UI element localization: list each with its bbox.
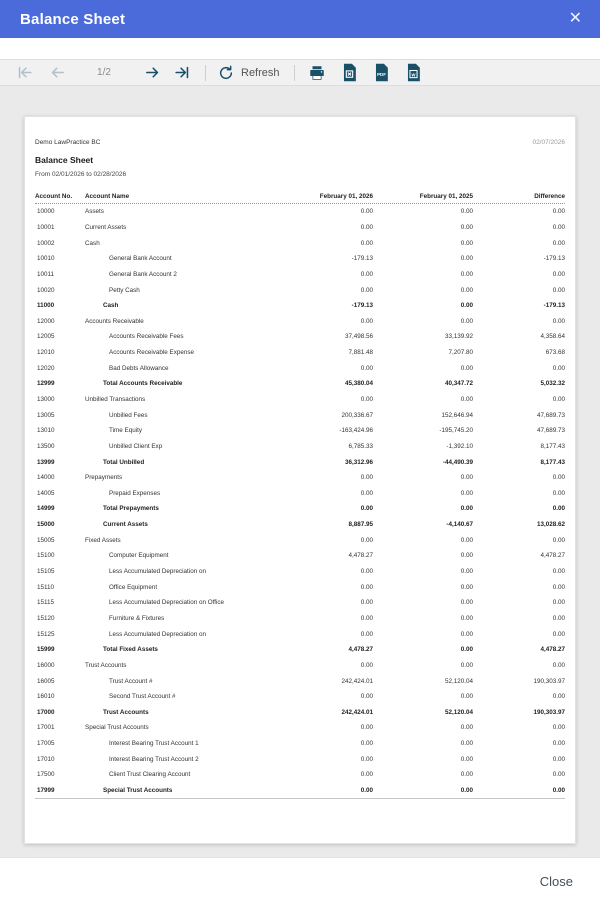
account-no: 15999 xyxy=(37,646,55,654)
value-difference: 0.00 xyxy=(552,787,565,795)
value-prior-period: -195,745.20 xyxy=(439,427,473,435)
value-prior-period: -1,392.10 xyxy=(446,442,473,450)
value-current-period: 0.00 xyxy=(360,740,373,748)
account-no: 12010 xyxy=(37,349,55,357)
value-current-period: 45,380.04 xyxy=(344,380,373,388)
value-prior-period: 7,207.80 xyxy=(448,349,473,357)
account-no: 11000 xyxy=(37,302,55,310)
value-current-period: 0.00 xyxy=(360,396,373,403)
table-row xyxy=(35,376,565,392)
value-difference: 0.00 xyxy=(552,317,565,325)
value-prior-period: 0.00 xyxy=(460,474,473,482)
value-difference: 4,478.27 xyxy=(540,646,565,654)
account-no: 13005 xyxy=(37,411,55,419)
value-current-period: 200,336.67 xyxy=(341,411,373,419)
value-difference: 0.00 xyxy=(552,364,565,372)
dialog-header xyxy=(0,0,600,38)
account-name: Client Trust Clearing Account xyxy=(109,771,191,779)
value-prior-period: 0.00 xyxy=(460,630,473,638)
value-difference: 0.00 xyxy=(552,396,565,403)
account-name: Interest Bearing Trust Account 2 xyxy=(109,755,199,763)
account-name: Assets xyxy=(85,208,104,216)
account-no: 13010 xyxy=(37,427,55,435)
report-viewer xyxy=(0,86,600,857)
value-prior-period: -44,490.39 xyxy=(442,458,473,466)
value-difference: 0.00 xyxy=(552,505,565,513)
refresh-label[interactable]: Refresh xyxy=(241,66,280,79)
account-name: General Bank Account xyxy=(109,255,172,263)
account-name: Interest Bearing Trust Account 1 xyxy=(109,740,199,748)
table-header-row xyxy=(35,193,565,204)
value-difference: 673.68 xyxy=(545,349,565,357)
account-name: Total Fixed Assets xyxy=(103,646,158,654)
value-prior-period: 0.00 xyxy=(460,755,473,763)
account-name: Petty Cash xyxy=(109,286,140,294)
table-row xyxy=(35,486,565,502)
table-row xyxy=(35,595,565,611)
table-row xyxy=(35,407,565,423)
account-name: Trust Accounts xyxy=(103,708,149,716)
account-name: Second Trust Account # xyxy=(109,693,176,701)
value-difference: 0.00 xyxy=(552,661,565,669)
table-row xyxy=(35,705,565,721)
account-no: 14000 xyxy=(37,474,55,482)
account-name: Accounts Receivable Fees xyxy=(109,333,184,341)
value-current-period: 0.00 xyxy=(360,208,373,216)
account-no: 15000 xyxy=(37,521,55,529)
table-row xyxy=(35,251,565,267)
report-rows xyxy=(35,204,565,799)
value-difference: 5,032.32 xyxy=(540,380,565,388)
table-row xyxy=(35,267,565,283)
account-name: Cash xyxy=(85,239,100,247)
value-current-period: 4,478.27 xyxy=(348,552,373,560)
account-name: Total Unbilled xyxy=(103,458,145,466)
table-row xyxy=(35,313,565,329)
first-page-button[interactable] xyxy=(16,64,33,81)
value-difference: 0.00 xyxy=(552,536,565,544)
value-prior-period: 0.00 xyxy=(460,787,473,795)
value-current-period: 0.00 xyxy=(360,364,373,372)
account-name: Current Assets xyxy=(103,521,148,529)
account-no: 10011 xyxy=(37,270,55,278)
value-current-period: 0.00 xyxy=(360,583,373,591)
pdf-icon: PDF xyxy=(376,72,386,78)
account-no: 17999 xyxy=(37,787,55,795)
account-name: Time Equity xyxy=(109,427,143,435)
value-current-period: 0.00 xyxy=(360,317,373,325)
table-row xyxy=(35,532,565,548)
value-prior-period: 0.00 xyxy=(460,317,473,325)
value-prior-period: 0.00 xyxy=(460,771,473,779)
value-difference: 190,303.97 xyxy=(533,677,565,685)
report-toolbar xyxy=(0,59,600,86)
account-name: Accounts Receivable xyxy=(85,317,144,325)
value-prior-period: 0.00 xyxy=(460,583,473,591)
value-difference: 0.00 xyxy=(552,693,565,701)
value-prior-period: -4,140.67 xyxy=(446,521,473,529)
account-no: 14005 xyxy=(37,489,55,497)
table-row xyxy=(35,439,565,455)
dialog-title: Balance Sheet xyxy=(20,10,126,28)
table-row xyxy=(35,220,565,236)
report-page xyxy=(24,116,576,844)
table-row xyxy=(35,720,565,736)
value-prior-period: 40,347.72 xyxy=(444,380,473,388)
column-header-account-no: Account No. xyxy=(35,193,73,200)
export-pdf-button[interactable] xyxy=(373,63,390,82)
account-name: Special Trust Accounts xyxy=(85,724,149,732)
table-row xyxy=(35,204,565,220)
account-no: 17000 xyxy=(37,708,55,716)
account-name: Total Prepayments xyxy=(103,505,159,513)
value-difference: 0.00 xyxy=(552,474,565,482)
account-no: 15110 xyxy=(37,583,55,591)
table-row xyxy=(35,767,565,783)
value-current-period: 4,478.27 xyxy=(348,646,373,654)
value-difference: 0.00 xyxy=(552,489,565,497)
table-row xyxy=(35,235,565,251)
table-row xyxy=(35,329,565,345)
page-indicator: 1/2 xyxy=(97,67,111,78)
value-current-period: 0.00 xyxy=(360,755,373,763)
toolbar-separator xyxy=(294,65,295,81)
value-prior-period: 0.00 xyxy=(460,693,473,701)
value-current-period: 0.00 xyxy=(360,568,373,576)
account-name: Computer Equipment xyxy=(109,552,169,560)
value-current-period: -163,424.96 xyxy=(339,427,373,435)
table-row xyxy=(35,564,565,580)
value-current-period: 0.00 xyxy=(360,474,373,482)
value-prior-period: 52,120.04 xyxy=(444,708,473,716)
value-current-period: -179.13 xyxy=(351,255,373,263)
account-name: Fixed Assets xyxy=(85,536,121,544)
account-name: Unbilled Client Exp xyxy=(109,442,163,450)
value-difference: 0.00 xyxy=(552,583,565,591)
value-difference: 0.00 xyxy=(552,755,565,763)
table-row xyxy=(35,673,565,689)
dialog-footer xyxy=(0,857,600,905)
account-name: Cash xyxy=(103,302,119,310)
value-prior-period: 0.00 xyxy=(460,208,473,216)
account-no: 16005 xyxy=(37,677,55,685)
value-current-period: 0.00 xyxy=(360,787,373,795)
value-prior-period: 33,139.92 xyxy=(444,333,473,341)
account-no: 16010 xyxy=(37,693,55,701)
account-name: Less Accumulated Depreciation on xyxy=(109,568,206,576)
value-prior-period: 0.00 xyxy=(460,286,473,294)
account-no: 15105 xyxy=(37,568,55,576)
value-difference: 0.00 xyxy=(552,223,565,231)
value-current-period: 0.00 xyxy=(360,599,373,607)
table-row xyxy=(35,658,565,674)
table-row xyxy=(35,392,565,408)
account-no: 15125 xyxy=(37,630,55,638)
value-current-period: 0.00 xyxy=(360,661,373,669)
value-difference: 8,177.43 xyxy=(540,442,565,450)
account-name: Office Equipment xyxy=(109,583,158,591)
value-difference: 0.00 xyxy=(552,568,565,576)
value-prior-period: 0.00 xyxy=(460,255,473,263)
table-row xyxy=(35,282,565,298)
value-difference: 0.00 xyxy=(552,286,565,294)
value-current-period: 0.00 xyxy=(360,771,373,779)
report-company: Demo LawPractice BC xyxy=(35,139,101,146)
value-prior-period: 52,120.04 xyxy=(444,677,473,685)
account-name: Prepaid Expenses xyxy=(109,489,161,497)
report-title: Balance Sheet xyxy=(35,155,94,165)
account-no: 15120 xyxy=(37,614,55,622)
value-prior-period: 0.00 xyxy=(460,614,473,622)
account-name: Trust Accounts xyxy=(85,661,127,669)
value-current-period: 6,785.33 xyxy=(348,442,373,450)
value-current-period: 242,424.01 xyxy=(341,708,373,716)
table-row xyxy=(35,689,565,705)
account-name: Total Accounts Receivable xyxy=(103,380,183,388)
value-difference: 8,177.43 xyxy=(540,458,565,466)
value-current-period: 0.00 xyxy=(360,505,373,513)
value-prior-period: 0.00 xyxy=(460,505,473,513)
table-row xyxy=(35,517,565,533)
value-difference: 0.00 xyxy=(552,630,565,638)
value-prior-period: 0.00 xyxy=(460,661,473,669)
account-name: Unbilled Fees xyxy=(109,411,148,419)
table-row xyxy=(35,579,565,595)
value-current-period: 7,881.48 xyxy=(348,349,373,357)
value-difference: 190,303.97 xyxy=(533,708,565,716)
value-prior-period: 0.00 xyxy=(460,396,473,403)
value-current-period: 0.00 xyxy=(360,536,373,544)
value-prior-period: 0.00 xyxy=(460,239,473,247)
value-prior-period: 0.00 xyxy=(460,646,473,654)
account-no: 16000 xyxy=(37,661,55,669)
value-prior-period: 0.00 xyxy=(460,364,473,372)
value-prior-period: 0.00 xyxy=(460,568,473,576)
next-page-button[interactable] xyxy=(144,64,161,81)
value-prior-period: 0.00 xyxy=(460,302,473,310)
account-name: Prepayments xyxy=(85,474,123,482)
value-current-period: 0.00 xyxy=(360,724,373,732)
value-current-period: 0.00 xyxy=(360,270,373,278)
table-row xyxy=(35,783,565,799)
account-no: 13000 xyxy=(37,396,55,403)
value-prior-period: 152,646.94 xyxy=(441,411,473,419)
column-header-difference: Difference xyxy=(534,193,565,200)
value-current-period: 0.00 xyxy=(360,239,373,247)
value-difference: 0.00 xyxy=(552,599,565,607)
account-no: 12000 xyxy=(37,317,55,325)
value-difference: 0.00 xyxy=(552,208,565,216)
account-no: 13500 xyxy=(37,442,55,450)
column-header-period-current: February 01, 2026 xyxy=(319,193,373,200)
column-header-account-name: Account Name xyxy=(85,193,130,200)
word-icon: w xyxy=(411,72,415,79)
close-icon[interactable]: ✕ xyxy=(568,10,582,27)
account-no: 12020 xyxy=(37,364,55,372)
account-no: 14999 xyxy=(37,505,55,513)
value-difference: 0.00 xyxy=(552,614,565,622)
value-prior-period: 0.00 xyxy=(460,552,473,560)
value-difference: 0.00 xyxy=(552,270,565,278)
table-row xyxy=(35,470,565,486)
value-prior-period: 0.00 xyxy=(460,599,473,607)
account-name: Unbilled Transactions xyxy=(85,396,146,403)
close-button[interactable]: Close xyxy=(539,874,573,889)
account-name: Current Assets xyxy=(85,223,127,231)
account-no: 15005 xyxy=(37,536,55,544)
value-difference: 47,689.73 xyxy=(536,427,565,435)
value-difference: -179.13 xyxy=(543,255,565,263)
value-prior-period: 0.00 xyxy=(460,740,473,748)
value-current-period: 0.00 xyxy=(360,693,373,701)
toolbar-separator xyxy=(205,65,206,81)
header-toolbar-gap xyxy=(0,38,600,59)
value-difference: 4,478.27 xyxy=(540,552,565,560)
account-no: 17001 xyxy=(37,724,55,732)
value-current-period: 0.00 xyxy=(360,630,373,638)
account-no: 17010 xyxy=(37,755,55,763)
value-current-period: 0.00 xyxy=(360,286,373,294)
account-no: 15100 xyxy=(37,552,55,560)
account-no: 15115 xyxy=(37,599,55,607)
value-difference: 4,358.64 xyxy=(540,333,565,341)
table-row xyxy=(35,548,565,564)
table-row xyxy=(35,736,565,752)
column-header-period-prior: February 01, 2025 xyxy=(419,193,473,200)
value-difference: -179.13 xyxy=(543,302,565,310)
previous-page-button[interactable] xyxy=(49,64,66,81)
value-prior-period: 0.00 xyxy=(460,724,473,732)
account-no: 10001 xyxy=(37,223,55,231)
account-name: Accounts Receivable Expense xyxy=(109,349,195,357)
account-name: Trust Account # xyxy=(109,677,153,685)
account-no: 17005 xyxy=(37,740,55,748)
table-row xyxy=(35,345,565,361)
account-name: Furniture & Fixtures xyxy=(109,614,165,622)
value-current-period: 37,498.56 xyxy=(344,333,373,341)
value-current-period: 0.00 xyxy=(360,614,373,622)
value-prior-period: 0.00 xyxy=(460,270,473,278)
refresh-button[interactable] xyxy=(218,65,234,81)
report-period: From 02/01/2026 to 02/28/2026 xyxy=(35,171,127,178)
print-button[interactable] xyxy=(308,64,326,82)
account-name: Bad Debts Allowance xyxy=(109,364,169,372)
table-row xyxy=(35,454,565,470)
value-prior-period: 0.00 xyxy=(460,489,473,497)
table-row xyxy=(35,360,565,376)
account-no: 10020 xyxy=(37,286,55,294)
table-row xyxy=(35,642,565,658)
table-row xyxy=(35,423,565,439)
value-difference: 0.00 xyxy=(552,740,565,748)
value-prior-period: 0.00 xyxy=(460,223,473,231)
table-row xyxy=(35,611,565,627)
last-page-button[interactable] xyxy=(174,64,191,81)
value-difference: 47,689.73 xyxy=(536,411,565,419)
value-current-period: 0.00 xyxy=(360,223,373,231)
table-row xyxy=(35,501,565,517)
account-no: 17500 xyxy=(37,771,55,779)
account-no: 10002 xyxy=(37,239,55,247)
account-no: 13999 xyxy=(37,458,55,466)
table-row xyxy=(35,298,565,314)
value-current-period: 0.00 xyxy=(360,489,373,497)
account-name: Special Trust Accounts xyxy=(103,787,173,795)
value-difference: 13,028.62 xyxy=(536,521,565,529)
account-no: 12005 xyxy=(37,333,55,341)
value-current-period: 8,887.95 xyxy=(348,521,373,529)
value-current-period: 36,312.96 xyxy=(344,458,373,466)
report-generated-date: 02/07/2026 xyxy=(532,139,565,146)
account-no: 10000 xyxy=(37,208,55,216)
account-name: Less Accumulated Depreciation on xyxy=(109,630,206,638)
value-prior-period: 0.00 xyxy=(460,536,473,544)
value-difference: 0.00 xyxy=(552,771,565,779)
account-no: 10010 xyxy=(37,255,55,263)
value-difference: 0.00 xyxy=(552,724,565,732)
table-row xyxy=(35,751,565,767)
account-no: 12999 xyxy=(37,380,55,388)
account-name: General Bank Account 2 xyxy=(109,270,177,278)
table-row xyxy=(35,626,565,642)
export-excel-button[interactable] xyxy=(341,63,358,82)
account-name: Less Accumulated Depreciation on Office xyxy=(109,599,225,607)
export-word-button[interactable] xyxy=(405,63,422,82)
value-current-period: 242,424.01 xyxy=(341,677,373,685)
value-difference: 0.00 xyxy=(552,239,565,247)
value-current-period: -179.13 xyxy=(351,302,373,310)
